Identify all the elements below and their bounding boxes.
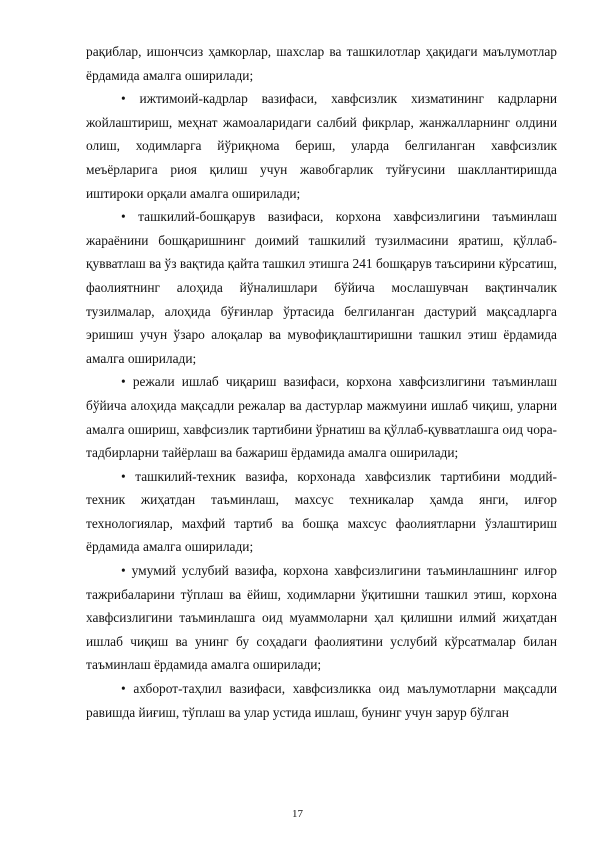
paragraph-continuation: рақиблар, ишончсиз ҳамкорлар, шахслар ва ташкилотлар ҳақидаги маълумотлар ёрдамида амалга оширилади; bbox=[86, 44, 557, 83]
paragraph-social-personnel-function: • ижтимоий-кадрлар вазифаси, хавфсизлик хизматининг кадрларни жойлаштириш, меҳнат жамоаларидаги салбий фикрлар, жанжалларнинг олдини олиш, ходимларга йўриқнома бериш, уларда белгиланган хавфсизлик меъёрларига риоя қилиш учун жавобгарлик туйғусини шакллантиришда иштироки орқали амалга оширилади; bbox=[86, 91, 557, 201]
document-body bbox=[86, 40, 557, 724]
paragraph-planned-production-function: • режали ишлаб чиқариш вазифаси, корхона хавфсизлигини таъминлаш бўйича алоҳида мақсадли режалар ва дастурлар мажмуини ишлаб чиқиш, уларни амалга ошириш, хавфсизлик тартибини ўрнатиш ва қўллаб-қувватлашга оид чора-тадбирларни тайёрлаш ва бажариш ёрдамида амалга оширилади; bbox=[86, 374, 557, 461]
paragraph-organizational-management-function: • ташкилий-бошқарув вазифаси, корхона хавфсизлигини таъминлаш жараёнини бошқаришнинг доимий ташкилий тузилмасини яратиш, қўллаб-қувватлаш ва ўз вақтида қайта ташкил этишга 241 бошқарув таъсирини кўрсатиш, фаолиятнинг алоҳида йўналишлари бўйича мослашувчан вақтинчалик тузилмалар, алоҳида бўғинлар ўртасида белгиланган дастурий мақсадларга эришиш учун ўзаро алоқалар ва мувофиқлаштиришни ташкил этиш ёрдамида амалга оширилади; bbox=[86, 209, 557, 366]
paragraph-organizational-technical-function: • ташкилий-техник вазифа, корхонада хавфсизлик тартибини моддий-техник жиҳатдан таъминлаш, махсус техникалар ҳамда янги, илғор технологиялар, махфий тартиб ва бошқа махсус фаолиятларни ўзлаштириш ёрдамида амалга оширилади; bbox=[86, 468, 557, 555]
paragraph-general-methodological-function: • умумий услубий вазифа, корхона хавфсизлигини таъминлашнинг илғор тажрибаларини тўплаш ва ёйиш, ходимларни ўқитишни ташкил этиш, корхона хавфсизлигини таъминлашга оид муаммоларни ҳал қилишни илмий жиҳатдан ишлаб чиқиш ва унинг бу соҳадаги фаолиятини услубий кўрсатмалар билан таъминлаш ёрдамида амалга оширилади; bbox=[86, 563, 557, 673]
paragraph-information-analysis-function: • ахборот-таҳлил вазифаси, хавфсизликка оид маълумотларни мақсадли равишда йиғиш, тўплаш ва улар устида ишлаш, бунинг учун зарур бўлган bbox=[86, 681, 557, 720]
page-number: 17 bbox=[292, 808, 303, 820]
